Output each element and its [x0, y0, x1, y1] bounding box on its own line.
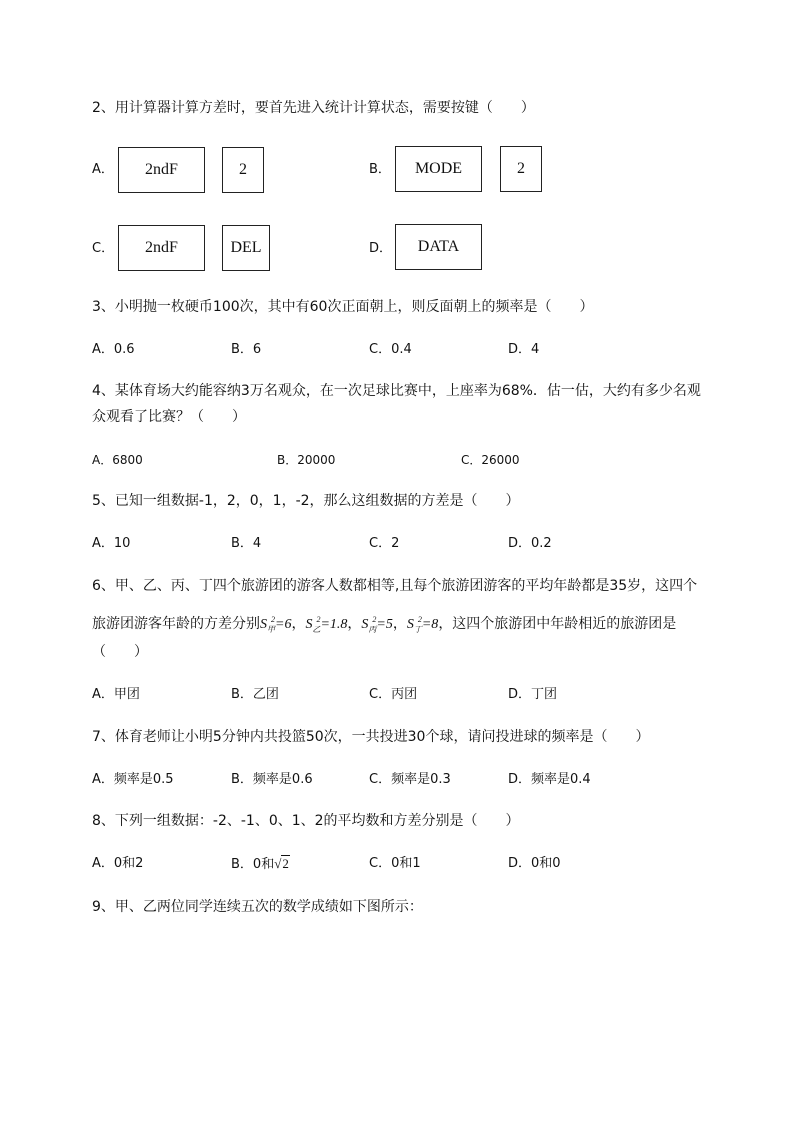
q7-option-b: B．频率是0.6 [231, 772, 313, 787]
q6-option-b: B．乙团 [231, 687, 279, 702]
q5-option-a: A．10 [92, 536, 131, 551]
q8-option-d: D．0和0 [508, 856, 561, 871]
q6-line2-prefix: 旅游团游客年龄的方差分别 [92, 616, 260, 632]
q5-option-b: B．4 [231, 536, 262, 551]
q2-key-2ndf-c: 2ndF [118, 225, 205, 271]
question-9-text: 9、甲、乙两位同学连续五次的数学成绩如下图所示： [92, 899, 423, 915]
question-5-text: 5、已知一组数据-1，2，0，1，-2，那么这组数据的方差是（ ） [92, 493, 520, 509]
q2-key-2: 2 [222, 147, 264, 193]
q2-key-2ndf: 2ndF [118, 147, 205, 193]
q3-option-b: B．6 [231, 342, 262, 357]
q8-option-b: B．0和√2 [231, 856, 289, 872]
question-4-line2: 众观看了比赛？（ ） [92, 409, 246, 425]
q4-option-c: C．26000 [461, 453, 520, 467]
q8-option-a: A．0和2 [92, 856, 144, 871]
question-6-line1: 6、甲、乙、丙、丁四个旅游团的游客人数都相等,且每个旅游团游客的平均年龄都是35岁，这四个 [92, 578, 698, 594]
q7-option-a: A．频率是0.5 [92, 772, 174, 787]
q7-option-c: C．频率是0.3 [369, 772, 451, 787]
q6-option-c: C．丙团 [369, 687, 418, 702]
question-4-line1: 4、某体育场大约能容纳3万名观众，在一次足球比赛中，上座率为68%．估一估，大约有多少名观 [92, 383, 701, 399]
q5-option-c: C．2 [369, 536, 400, 551]
q6-option-d: D．丁团 [508, 687, 558, 702]
q5-option-d: D．0.2 [508, 536, 552, 551]
q3-option-a: A．0.6 [92, 342, 135, 357]
s-bing-formula: $S_丙^2=5$ [361, 615, 393, 634]
q2-option-c-letter: C． [92, 241, 115, 256]
sqrt-symbol: √2 [274, 856, 289, 871]
question-8-text: 8、下列一组数据：-2、-1、0、1、2的平均数和方差分别是（ ） [92, 813, 520, 829]
question-7-text: 7、体育老师让小明5分钟内共投篮50次，一共投进30个球，请问投进球的频率是（ ） [92, 729, 650, 745]
q7-option-d: D．频率是0.4 [508, 772, 591, 787]
q8-option-c: C．0和1 [369, 856, 421, 871]
q4-option-a: A．6800 [92, 453, 143, 467]
question-6-line2: 旅游团游客年龄的方差分别$S_甲^2=6$，$S_乙^2=1.8$，$S_丙^2=5$，$S_丁^2=8$，这四个旅游团中年龄相近的旅游团是 [92, 615, 677, 634]
question-3-text: 3、小明抛一枚硬币100次，其中有60次正面朝上，则反面朝上的频率是（ ） [92, 299, 594, 315]
s-jia-formula: $S_甲^2=6$ [260, 615, 292, 634]
q2-key-2b: 2 [500, 146, 542, 192]
q6-option-a: A．甲团 [92, 687, 140, 702]
q2-key-del: DEL [222, 225, 270, 271]
question-6-line3: （ ） [92, 644, 148, 660]
s-yi-formula: $S_乙^2=1.8$ [305, 615, 348, 634]
q6-line2-suffix: ，这四个旅游团中年龄相近的旅游团是 [438, 616, 677, 632]
q2-option-b-letter: B． [369, 162, 391, 177]
q4-option-b: B．20000 [277, 453, 336, 467]
q2-option-d-letter: D． [369, 241, 393, 256]
s-ding-formula: $S_丁^2=8$ [406, 615, 439, 634]
q3-option-c: C．0.4 [369, 342, 412, 357]
q2-key-data: DATA [395, 224, 482, 270]
q2-key-mode: MODE [395, 146, 482, 192]
question-2-text: 2、用计算器计算方差时，要首先进入统计计算状态，需要按键（ ） [92, 100, 535, 116]
q3-option-d: D．4 [508, 342, 540, 357]
q2-option-a-letter: A． [92, 162, 114, 177]
